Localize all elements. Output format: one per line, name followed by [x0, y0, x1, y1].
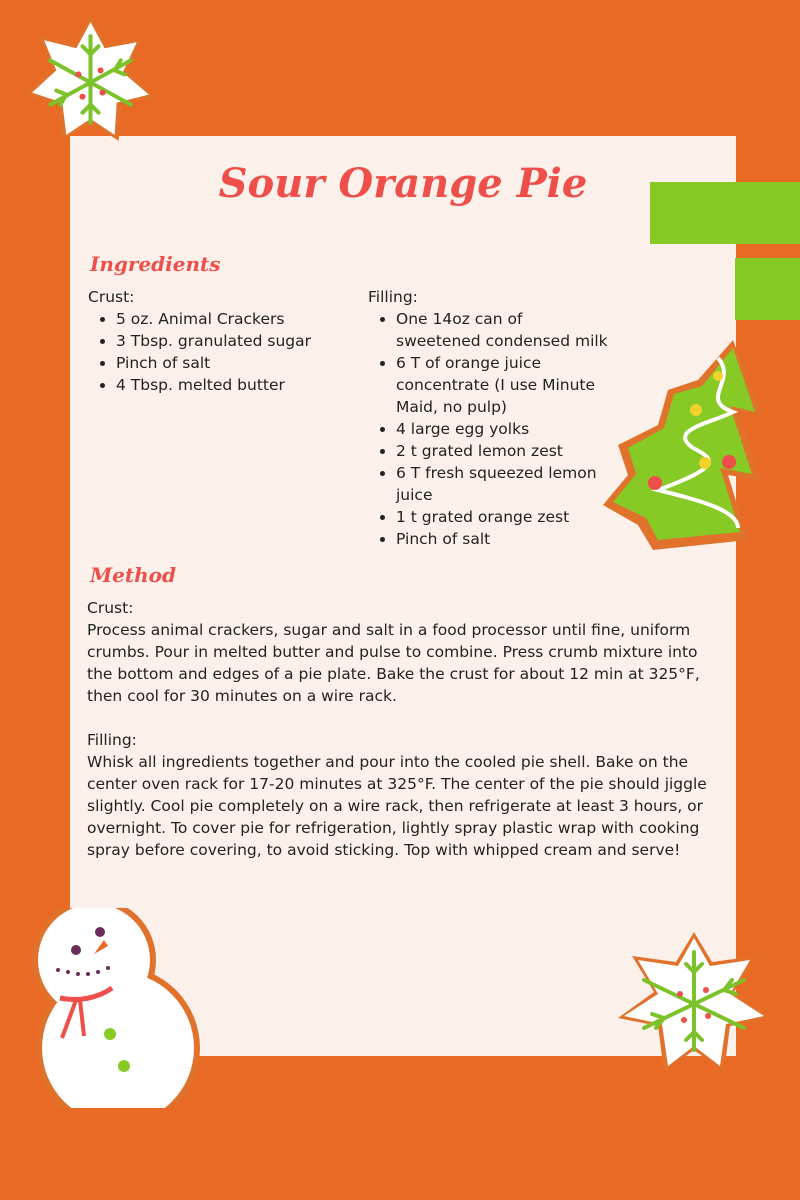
- list-item: • 6 T of orange juice concentrate (I use Minute Maid, no pulp): [396, 352, 608, 418]
- list-item: • 6 T fresh squeezed lemon juice: [396, 462, 608, 506]
- christmas-tree-cookie-icon: [598, 340, 768, 560]
- method-crust-text: Process animal crackers, sugar and salt in a food processor until fine, uniform crumbs. Pour in melted butter and pulse to combine. Press crumb mixture into the bottom and edges of a pie plate. Bake the crust for about 12 min at 325°F, then cool for 30 minutes on a wire rack.: [87, 621, 700, 705]
- snowflake-cookie-icon: [18, 10, 163, 155]
- snowflake-cookie-icon: [610, 928, 778, 1080]
- method-section: [87, 597, 712, 861]
- list-item: • 1 t grated orange zest: [396, 506, 608, 528]
- list-item: • 3 Tbsp. granulated sugar: [116, 330, 348, 352]
- method-filling-text: Whisk all ingredients together and pour into the cooled pie shell. Bake on the center oven rack for 17-20 minutes at 325°F. The center of the pie should jiggle slightly. Cool pie completely on a wire rack, then refrigerate at least 3 hours, or overnight. To cover pie for refrigeration, lightly spray plastic wrap with cooking spray before covering, to avoid sticking. Top with whipped cream and serve!: [87, 753, 707, 859]
- crust-label: Crust:: [88, 288, 135, 306]
- list-item: • Pinch of salt: [396, 528, 608, 550]
- list-item: • One 14oz can of sweetened condensed milk: [396, 308, 608, 352]
- ingredients-heading: Ingredients: [90, 252, 221, 276]
- list-item: • 4 Tbsp. melted butter: [116, 374, 348, 396]
- list-item: • 4 large egg yolks: [396, 418, 608, 440]
- crust-ingredients: [88, 286, 348, 396]
- recipe-title: Sour Orange Pie: [218, 160, 588, 207]
- method-crust-label: Crust:: [87, 599, 134, 617]
- filling-list: [368, 308, 608, 550]
- method-heading: Method: [90, 563, 176, 587]
- filling-ingredients: [368, 286, 608, 550]
- green-tape-bottom: [735, 258, 800, 320]
- filling-label: Filling:: [368, 288, 418, 306]
- snowman-cookie-icon: [18, 908, 204, 1108]
- list-item: • 2 t grated lemon zest: [396, 440, 608, 462]
- list-item: • 5 oz. Animal Crackers: [116, 308, 348, 330]
- method-filling-label: Filling:: [87, 731, 137, 749]
- crust-list: [88, 308, 348, 396]
- list-item: • Pinch of salt: [116, 352, 348, 374]
